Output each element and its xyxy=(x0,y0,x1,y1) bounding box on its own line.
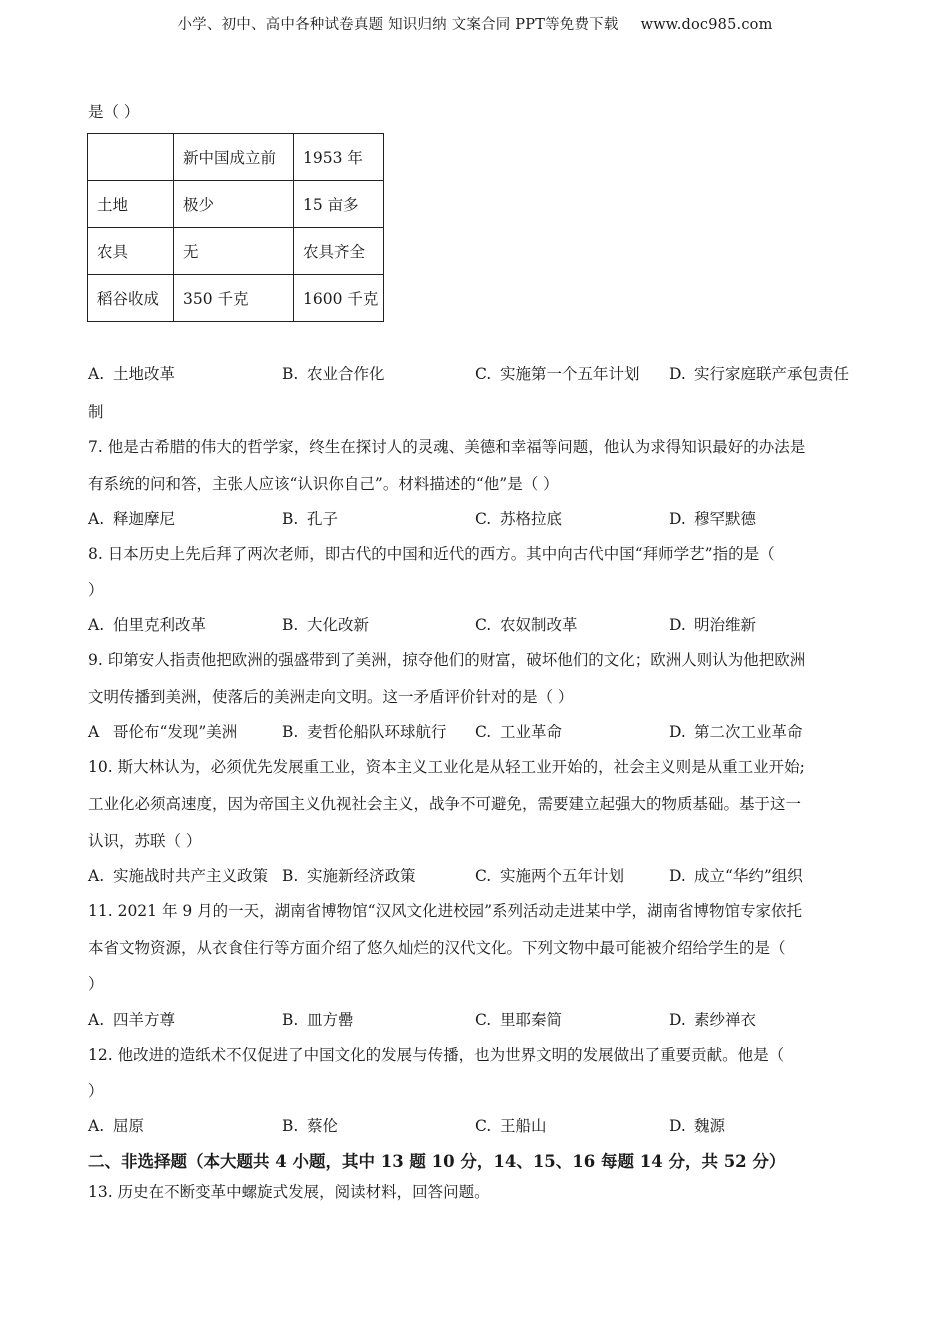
q8-options xyxy=(88,613,878,637)
page-header xyxy=(0,13,950,34)
table-cell: 新中国成立前 xyxy=(174,134,294,181)
option-c[interactable]: C. 苏格拉底 xyxy=(475,510,562,528)
q6-table xyxy=(87,133,384,322)
table-cell xyxy=(88,134,174,181)
option-c[interactable]: C. 工业革命 xyxy=(475,723,562,741)
table-cell: 15 亩多 xyxy=(294,181,384,228)
q12-options xyxy=(88,1114,878,1138)
option-c[interactable]: C. 实施两个五年计划 xyxy=(475,867,624,885)
option-d[interactable]: D. 穆罕默德 xyxy=(669,510,756,528)
table-row xyxy=(88,275,384,322)
q9-stem-line2: 文明传播到美洲，使落后的美洲走向文明。这一矛盾评价针对的是（ ） xyxy=(88,688,574,706)
header-site: www.doc985.com xyxy=(640,17,773,33)
q12-stem-line2: ） xyxy=(88,1082,104,1100)
option-c[interactable]: C. 王船山 xyxy=(475,1117,547,1135)
q9-stem-line1: 9. 印第安人指责他把欧洲的强盛带到了美洲，掠夺他们的财富，破坏他们的文化；欧洲人则认为他把欧洲 xyxy=(88,651,806,669)
option-d[interactable]: D. 明治维新 xyxy=(669,616,756,634)
q6-tail: 是（ ） xyxy=(88,103,140,121)
q10-stem-line3: 认识，苏联（ ） xyxy=(88,832,202,850)
q7-stem-line1: 7. 他是古希腊的伟大的哲学家，终生在探讨人的灵魂、美德和幸福等问题，他认为求得知识最好的办法是 xyxy=(88,438,806,456)
q8-stem-line1: 8. 日本历史上先后拜了两次老师，即古代的中国和近代的西方。其中向古代中国“拜师学艺”指的是（ xyxy=(88,545,775,563)
q10-stem-line2: 工业化必须高速度，因为帝国主义仇视社会主义，战争不可避免，需要建立起强大的物质基础。基于这一 xyxy=(88,795,802,813)
option-b[interactable]: B. 实施新经济政策 xyxy=(282,867,416,885)
option-d[interactable]: D. 魏源 xyxy=(669,1117,725,1135)
option-a[interactable]: A. 实施战时共产主义政策 xyxy=(88,867,268,885)
table-cell: 1600 千克 xyxy=(294,275,384,322)
q9-options xyxy=(88,720,878,744)
q13-stem-line1: 13. 历史在不断变革中螺旋式发展，阅读材料，回答问题。 xyxy=(88,1183,490,1201)
table-cell: 农具齐全 xyxy=(294,228,384,275)
q11-options xyxy=(88,1008,878,1032)
table-header-row xyxy=(88,134,384,181)
option-c[interactable]: C. 农奴制改革 xyxy=(475,616,578,634)
option-b[interactable]: B. 农业合作化 xyxy=(282,365,385,383)
q11-stem-line3: ） xyxy=(88,975,104,993)
option-d[interactable]: D. 成立“华约”组织 xyxy=(669,867,803,885)
option-b[interactable]: B. 蔡伦 xyxy=(282,1117,338,1135)
option-a[interactable]: A 哥伦布“发现”美洲 xyxy=(88,723,238,741)
section-heading: 二、非选择题（本大题共 4 小题，其中 13 题 10 分，14、15、16 每题 14 分，共 52 分） xyxy=(88,1152,786,1171)
option-c[interactable]: C. 里耶秦简 xyxy=(475,1011,562,1029)
table-cell: 极少 xyxy=(174,181,294,228)
option-d[interactable]: D. 第二次工业革命 xyxy=(669,723,803,741)
option-b[interactable]: B. 麦哲伦船队环球航行 xyxy=(282,723,447,741)
q10-stem-line1: 10. 斯大林认为，必须优先发展重工业，资本主义工业化是从轻工业开始的，社会主义则是从重工业开始; xyxy=(88,758,805,776)
table-row xyxy=(88,228,384,275)
q7-stem-line2: 有系统的问和答，主张人应该“认识你自己”。材料描述的“他”是（ ） xyxy=(88,475,559,493)
option-a[interactable]: A. 释迦摩尼 xyxy=(88,510,175,528)
option-a[interactable]: A. 伯里克利改革 xyxy=(88,616,206,634)
option-a[interactable]: A. 四羊方尊 xyxy=(88,1011,175,1029)
option-d[interactable]: D. 实行家庭联产承包责任 xyxy=(669,365,849,383)
table-cell: 1953 年 xyxy=(294,134,384,181)
q8-stem-line2: ） xyxy=(88,581,104,599)
table-cell: 350 千克 xyxy=(174,275,294,322)
header-text: 小学、初中、高中各种试卷真题 知识归纳 文案合同 PPT等免费下载 xyxy=(177,17,619,33)
q11-stem-line1: 11. 2021 年 9 月的一天，湖南省博物馆“汉风文化进校园”系列活动走进某中学，湖南省博物馆专家依托 xyxy=(88,902,803,920)
q11-stem-line2: 本省文物资源，从衣食住行等方面介绍了悠久灿烂的汉代文化。下列文物中最可能被介绍给学生的是（ xyxy=(88,939,786,957)
option-d[interactable]: D. 素纱禅衣 xyxy=(669,1011,756,1029)
table-cell: 稻谷收成 xyxy=(88,275,174,322)
q6-option-wrap: 制 xyxy=(88,403,104,421)
table-cell: 农具 xyxy=(88,228,174,275)
option-b[interactable]: B. 皿方罍 xyxy=(282,1011,354,1029)
q6-options xyxy=(88,362,878,386)
option-a[interactable]: A. 土地改革 xyxy=(88,365,175,383)
table-row xyxy=(88,181,384,228)
option-b[interactable]: B. 大化改新 xyxy=(282,616,369,634)
q10-options xyxy=(88,864,878,888)
option-a[interactable]: A. 屈原 xyxy=(88,1117,144,1135)
q12-stem-line1: 12. 他改进的造纸术不仅促进了中国文化的发展与传播，也为世界文明的发展做出了重要贡献。他是（ xyxy=(88,1046,785,1064)
option-c[interactable]: C. 实施第一个五年计划 xyxy=(475,365,640,383)
q7-options xyxy=(88,507,878,531)
table-cell: 无 xyxy=(174,228,294,275)
table-cell: 土地 xyxy=(88,181,174,228)
option-b[interactable]: B. 孔子 xyxy=(282,510,338,528)
